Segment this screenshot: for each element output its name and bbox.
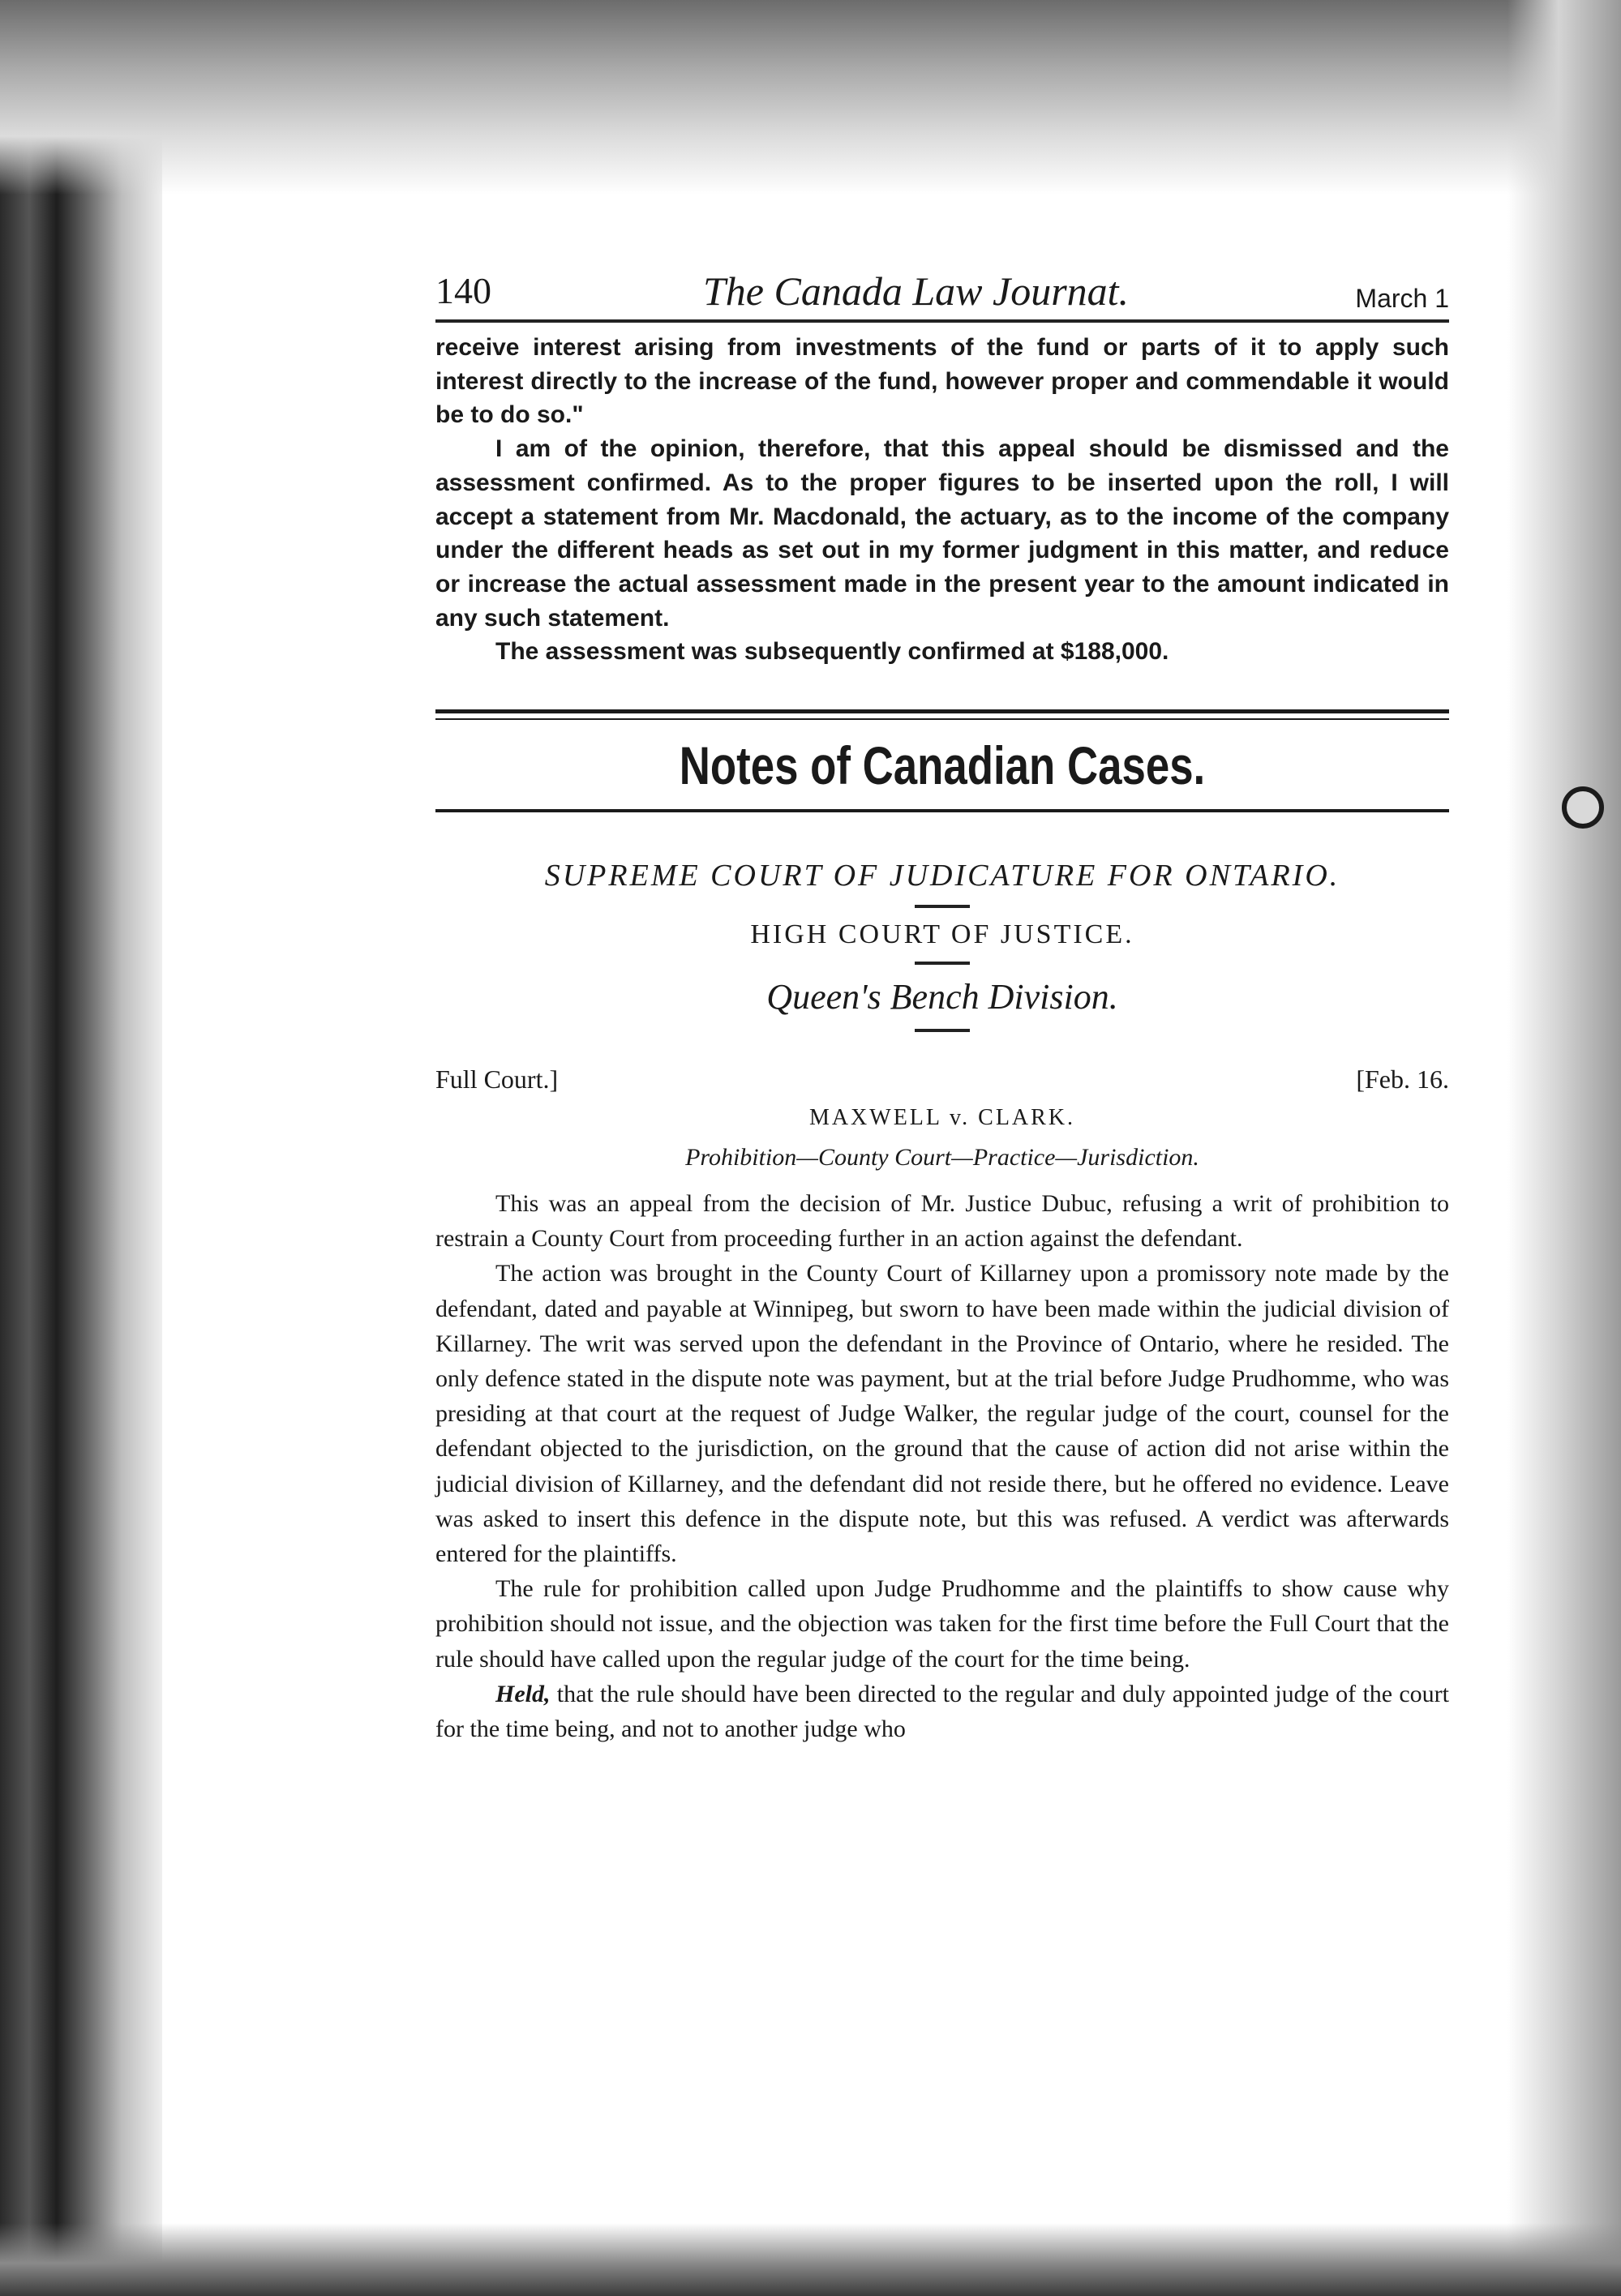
running-head bbox=[435, 268, 1449, 323]
case-date-label: [Feb. 16. bbox=[1356, 1064, 1449, 1094]
carryover-text bbox=[435, 331, 1449, 669]
divider-dash bbox=[915, 962, 970, 965]
case-name: MAXWELL v. CLARK. bbox=[808, 1105, 1076, 1131]
journal-title: The Canada Law Journat. bbox=[703, 268, 1130, 314]
court-subdivision: Queen's Bench Division. bbox=[766, 977, 1118, 1017]
punch-hole bbox=[1562, 786, 1604, 829]
case-paragraph: The rule for prohibition called upon Judge Prudhomme and the plaintiffs to show cause why prohibition should not issue, and the objection was taken for the first time before the Full Court that the rule should have called upon the regular judge of the court for the time being. bbox=[435, 1575, 1449, 1673]
section-heading: Notes of Canadian Cases. bbox=[679, 735, 1206, 796]
section-rule-top bbox=[435, 709, 1449, 720]
case-headnote: Prohibition—County Court—Practice—Jurisdiction. bbox=[685, 1144, 1199, 1172]
carryover-paragraph: I am of the opinion, therefore, that this appeal should be dismissed and the assessment confirmed. As to the proper figures to be inserted upon the roll, I will accept a statement from Mr. Macdonald, the actuary, as to the income of the company under the different heads as set out in my former judgment in this matter, and reduce or increase the actual assessment made in the present year to the amount indicated in any such statement. bbox=[435, 435, 1449, 632]
carryover-paragraph: receive interest arising from investments of the fund or parts of it to apply such interest directly to the increase of the fund, however proper and commendable it would be to do so." bbox=[435, 334, 1449, 429]
divider-dash bbox=[915, 1029, 970, 1032]
carryover-paragraph: The assessment was subsequently confirmed at $188,000. bbox=[495, 638, 1169, 666]
case-court-line bbox=[435, 1064, 1449, 1099]
scan-top-edge bbox=[0, 0, 1621, 195]
case-court-label: Full Court.] bbox=[435, 1064, 559, 1094]
issue-date: March 1 bbox=[1355, 284, 1449, 313]
journal-page bbox=[435, 268, 1449, 1746]
case-held-paragraph bbox=[435, 1677, 1449, 1746]
scan-bottom-edge bbox=[0, 2223, 1621, 2296]
held-word: Held, bbox=[495, 1680, 551, 1707]
book-binding-shadow bbox=[0, 0, 162, 2296]
case-body bbox=[435, 1186, 1449, 1746]
page-number: 140 bbox=[435, 270, 491, 311]
case-paragraph: The action was brought in the County Court of Killarney upon a promissory note made by the defendant, dated and payable at Winnipeg, but sworn to have been made within the judicial division of Killarney. The writ was served upon the defendant in the Province of Ontario, where he resided. The only defence stated in the dispute note was payment, but at the trial before Judge Prudhomme, who was presiding at that court at the request of Judge Walker, the regular judge of the court, counsel for the defendant objected to the jurisdiction, on the ground that the cause of action did not arise within the judicial division of Killarney, and the defendant did not reside there, but he offered no evidence. Leave was asked to insert this defence in the dispute note, but this was refused. A verdict was afterwards entered for the plaintiffs. bbox=[435, 1260, 1449, 1568]
held-text: that the rule should have been directed to the regular and duly appointed judge of the court for the time being, and not to another judge who bbox=[435, 1680, 1449, 1743]
case-paragraph: This was an appeal from the decision of Mr. Justice Dubuc, refusing a writ of prohibition to restrain a County Court from proceeding further in an action against the defendant. bbox=[435, 1190, 1449, 1253]
divider-dash bbox=[915, 905, 970, 908]
scan-right-edge bbox=[1507, 0, 1621, 2296]
section-rule-bottom bbox=[435, 809, 1449, 812]
court-division: HIGH COURT OF JUSTICE. bbox=[750, 919, 1134, 950]
court-title: SUPREME COURT OF JUDICATURE FOR ONTARIO. bbox=[544, 859, 1340, 893]
